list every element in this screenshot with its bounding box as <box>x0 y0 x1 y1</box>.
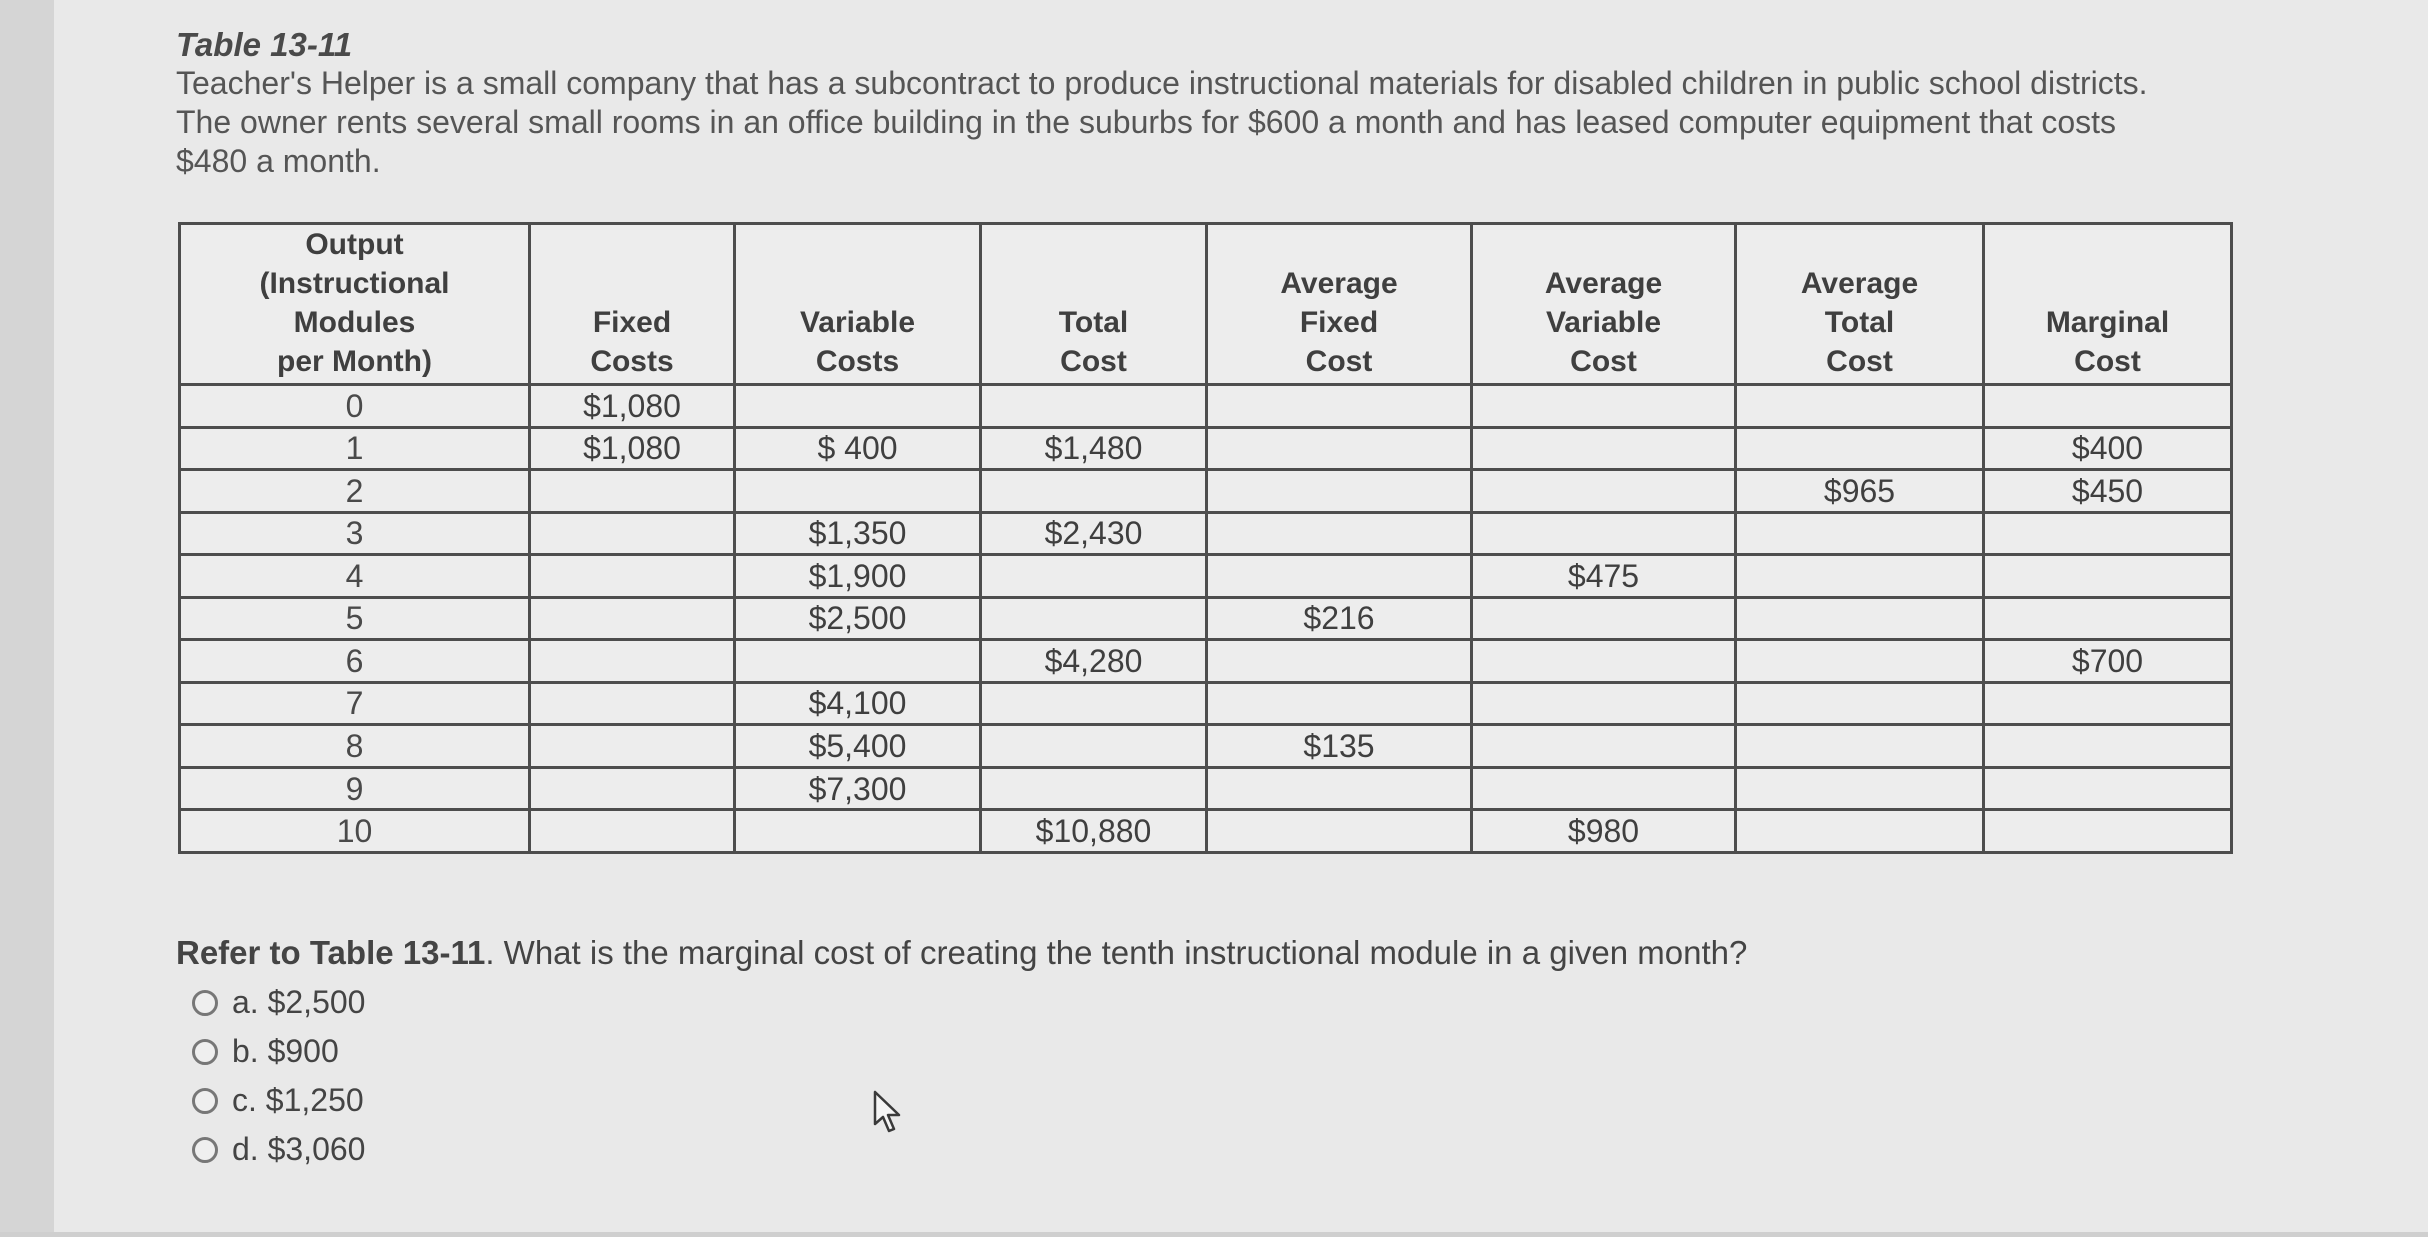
cell-total-cost: $4,280 <box>981 640 1207 683</box>
table-row <box>180 470 2232 513</box>
header-line: per Month) <box>277 345 432 378</box>
cell-fixed-costs <box>530 555 735 598</box>
answer-option[interactable] <box>192 1027 365 1076</box>
header-line: Costs <box>815 345 900 378</box>
table-row <box>180 597 2232 640</box>
cell-fixed-costs <box>530 682 735 725</box>
cell-average-total-cost <box>1736 725 1984 768</box>
cell-fixed-costs: $1,080 <box>530 385 735 428</box>
cell-fixed-costs <box>530 767 735 810</box>
cell-total-cost: $10,880 <box>981 810 1207 853</box>
cell-marginal-cost: $700 <box>1984 640 2232 683</box>
answer-option[interactable] <box>192 1125 365 1174</box>
cell-average-variable-cost <box>1472 512 1736 555</box>
cell-average-variable-cost <box>1472 470 1736 513</box>
cell-total-cost <box>981 682 1207 725</box>
cell-average-fixed-cost <box>1207 810 1472 853</box>
header-line: Costs <box>590 345 674 378</box>
answer-option-label: b. $900 <box>232 1033 339 1069</box>
cell-average-total-cost <box>1736 597 1984 640</box>
cell-marginal-cost <box>1984 555 2232 598</box>
cost-table <box>178 222 2233 854</box>
cell-average-variable-cost <box>1472 385 1736 428</box>
header-average-fixed-cost <box>1207 224 1472 385</box>
cell-average-fixed-cost <box>1207 512 1472 555</box>
cell-total-cost <box>981 385 1207 428</box>
cell-marginal-cost <box>1984 597 2232 640</box>
table-row <box>180 427 2232 470</box>
table-title: Table 13-11 <box>176 26 353 63</box>
cell-average-variable-cost <box>1472 682 1736 725</box>
cell-average-variable-cost: $475 <box>1472 555 1736 598</box>
radio-button-icon[interactable] <box>192 990 218 1016</box>
cell-average-fixed-cost <box>1207 555 1472 598</box>
header-line: Cost <box>1060 345 1127 378</box>
cell-output: 4 <box>180 555 530 598</box>
cell-average-total-cost <box>1736 555 1984 598</box>
left-margin <box>0 0 54 1237</box>
header-line: Marginal <box>2045 306 2170 339</box>
cell-output: 8 <box>180 725 530 768</box>
cell-average-total-cost <box>1736 640 1984 683</box>
header-marginal-cost <box>1984 224 2232 385</box>
cell-marginal-cost <box>1984 385 2232 428</box>
cell-output: 6 <box>180 640 530 683</box>
mouse-pointer-icon <box>872 1090 906 1134</box>
cell-variable-costs: $1,350 <box>735 512 981 555</box>
cell-average-total-cost <box>1736 810 1984 853</box>
cell-output: 7 <box>180 682 530 725</box>
table-header-row <box>180 224 2232 385</box>
cell-total-cost <box>981 767 1207 810</box>
header-fixed-costs <box>530 224 735 385</box>
header-output <box>180 224 530 385</box>
cell-output: 5 <box>180 597 530 640</box>
header-line: Cost <box>1570 345 1637 378</box>
cell-output: 0 <box>180 385 530 428</box>
table-row <box>180 682 2232 725</box>
cell-variable-costs <box>735 470 981 513</box>
cell-variable-costs <box>735 640 981 683</box>
cell-average-fixed-cost: $216 <box>1207 597 1472 640</box>
cell-average-variable-cost <box>1472 725 1736 768</box>
cell-average-fixed-cost <box>1207 640 1472 683</box>
header-variable-costs <box>735 224 981 385</box>
header-line: (Instructional <box>259 267 450 300</box>
answer-options <box>192 978 365 1174</box>
cell-fixed-costs <box>530 512 735 555</box>
header-line: Output <box>305 228 404 261</box>
header-line: Cost <box>1305 345 1373 378</box>
header-average-variable-cost <box>1472 224 1736 385</box>
cell-fixed-costs: $1,080 <box>530 427 735 470</box>
cell-fixed-costs <box>530 597 735 640</box>
table-row <box>180 555 2232 598</box>
header-line: Average <box>1800 267 1919 300</box>
header-average-total-cost <box>1736 224 1984 385</box>
intro-paragraph: Teacher's Helper is a small company that has a subcontract to produce instructional materials for disabled children in public school districts. The owner rents several small rooms in an office building in the suburbs for $600 a month and has leased computer equipment that costs $480 a month. <box>176 65 2148 179</box>
cell-variable-costs: $7,300 <box>735 767 981 810</box>
cell-average-fixed-cost <box>1207 767 1472 810</box>
header-line: Fixed <box>592 306 672 339</box>
cell-marginal-cost: $450 <box>1984 470 2232 513</box>
header-line: Modules <box>293 306 416 339</box>
cell-fixed-costs <box>530 725 735 768</box>
cell-total-cost <box>981 470 1207 513</box>
answer-option-label: d. $3,060 <box>232 1131 366 1167</box>
cell-average-fixed-cost: $135 <box>1207 725 1472 768</box>
cell-average-variable-cost <box>1472 767 1736 810</box>
radio-button-icon[interactable] <box>192 1137 218 1163</box>
answer-option-label: a. $2,500 <box>232 984 366 1020</box>
cell-average-total-cost: $965 <box>1736 470 1984 513</box>
header-line: Variable <box>1545 306 1662 339</box>
cell-variable-costs: $4,100 <box>735 682 981 725</box>
cell-marginal-cost <box>1984 512 2232 555</box>
table-row <box>180 385 2232 428</box>
cell-fixed-costs <box>530 810 735 853</box>
table-row <box>180 810 2232 853</box>
cell-marginal-cost <box>1984 682 2232 725</box>
cell-variable-costs <box>735 385 981 428</box>
table-row <box>180 640 2232 683</box>
header-line: Variable <box>799 306 916 339</box>
cell-average-total-cost <box>1736 682 1984 725</box>
cell-average-variable-cost <box>1472 427 1736 470</box>
cell-output: 1 <box>180 427 530 470</box>
table-row <box>180 767 2232 810</box>
cell-output: 9 <box>180 767 530 810</box>
table-row <box>180 512 2232 555</box>
bottom-edge <box>0 1232 2428 1237</box>
cell-total-cost <box>981 725 1207 768</box>
question-text <box>176 934 1747 972</box>
header-line: Fixed <box>1299 306 1379 339</box>
cell-marginal-cost <box>1984 810 2232 853</box>
table-body <box>180 385 2232 853</box>
cell-average-variable-cost <box>1472 597 1736 640</box>
cell-variable-costs: $ 400 <box>735 427 981 470</box>
cell-marginal-cost: $400 <box>1984 427 2232 470</box>
header-line: Total <box>1058 306 1129 339</box>
cell-average-variable-cost <box>1472 640 1736 683</box>
question-body: . What is the marginal cost of creating the tenth instructional module in a given month? <box>485 934 1748 971</box>
cell-average-total-cost <box>1736 767 1984 810</box>
cell-variable-costs <box>735 810 981 853</box>
cell-output: 3 <box>180 512 530 555</box>
cell-output: 2 <box>180 470 530 513</box>
cell-output: 10 <box>180 810 530 853</box>
cell-variable-costs: $5,400 <box>735 725 981 768</box>
table-row <box>180 725 2232 768</box>
question-reference: Refer to Table 13-11 <box>176 934 486 971</box>
radio-button-icon[interactable] <box>192 1039 218 1065</box>
cell-average-total-cost <box>1736 427 1984 470</box>
cell-marginal-cost <box>1984 725 2232 768</box>
cell-fixed-costs <box>530 470 735 513</box>
cell-variable-costs: $2,500 <box>735 597 981 640</box>
cell-average-fixed-cost <box>1207 470 1472 513</box>
cell-variable-costs: $1,900 <box>735 555 981 598</box>
cell-average-total-cost <box>1736 512 1984 555</box>
answer-option[interactable] <box>192 978 365 1027</box>
cell-total-cost <box>981 597 1207 640</box>
cell-average-total-cost <box>1736 385 1984 428</box>
header-line: Cost <box>1826 345 1893 378</box>
header-line: Cost <box>2074 345 2141 378</box>
cell-total-cost: $2,430 <box>981 512 1207 555</box>
cell-total-cost: $1,480 <box>981 427 1207 470</box>
cell-average-fixed-cost <box>1207 385 1472 428</box>
header-line: Total <box>1824 306 1895 339</box>
cell-marginal-cost <box>1984 767 2232 810</box>
cell-average-fixed-cost <box>1207 682 1472 725</box>
header-total-cost <box>981 224 1207 385</box>
header-line: Average <box>1280 267 1398 300</box>
cell-fixed-costs <box>530 640 735 683</box>
answer-option[interactable] <box>192 1076 365 1125</box>
radio-button-icon[interactable] <box>192 1088 218 1114</box>
cell-total-cost <box>981 555 1207 598</box>
answer-option-label: c. $1,250 <box>232 1082 364 1118</box>
cell-average-fixed-cost <box>1207 427 1472 470</box>
header-line: Average <box>1544 267 1663 300</box>
cell-average-variable-cost: $980 <box>1472 810 1736 853</box>
